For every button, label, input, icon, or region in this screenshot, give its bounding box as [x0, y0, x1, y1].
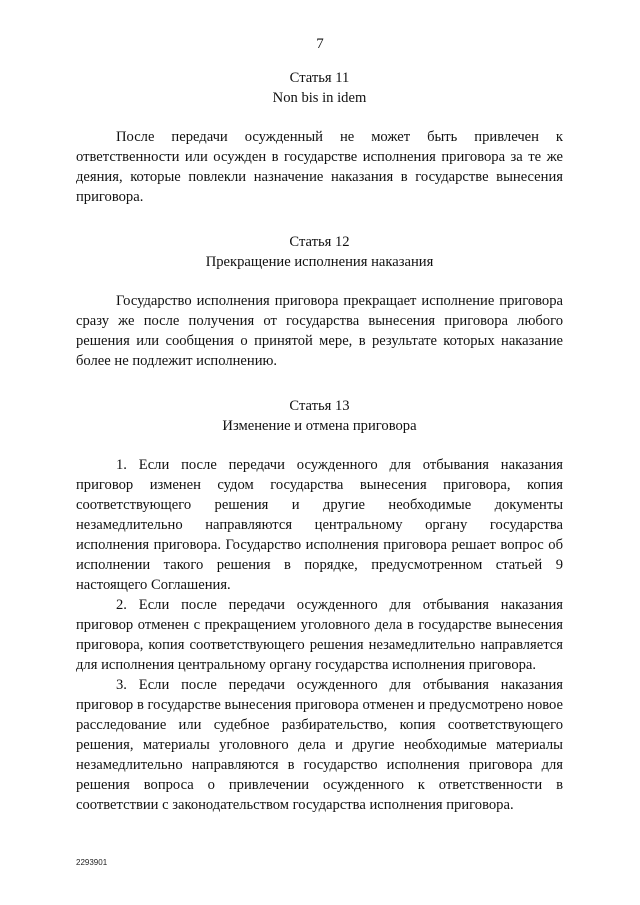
article-paragraph: 1. Если после передачи осужденного для отбывания наказания приговор изменен судом государства вынесения приговора, копия соответствующего решения и другие необходимые документы незамедлительно направляются центральному органу государства исполнения приговора. Государство исполнения приговора решает вопрос об исполнении такого решения в порядке, предусмотренном статьей 9 настоящего Соглашения.	[76, 457, 563, 593]
article-title: Прекращение исполнения наказания	[205, 254, 434, 270]
article-number: Статья 12	[289, 234, 350, 250]
document-code: 2293901	[76, 858, 108, 867]
article-11	[76, 68, 563, 207]
article-heading	[76, 232, 563, 272]
article-12	[76, 232, 563, 371]
page-number: 7	[316, 36, 324, 52]
article-title: Изменение и отмена приговора	[222, 418, 417, 434]
article-heading	[76, 396, 563, 436]
article-paragraph: После передачи осужденный не может быть привлечен к ответственности или осужден в государстве исполнения приговора за те же деяния, которые повлекли назначение наказания в государстве вынесения приговора.	[76, 129, 563, 205]
article-13	[76, 396, 563, 815]
article-title: Non bis in idem	[272, 90, 367, 106]
article-number: Статья 13	[289, 398, 350, 414]
article-paragraph: 2. Если после передачи осужденного для отбывания наказания приговор отменен с прекращением уголовного дела в государстве вынесения приговора, копия соответствующего решения незамедлительно направляется для исполнения центральному органу государства исполнения приговора.	[76, 597, 563, 673]
article-heading	[76, 68, 563, 108]
document-body	[76, 68, 563, 815]
article-paragraph: Государство исполнения приговора прекращает исполнение приговора сразу же после получения от государства вынесения приговора любого решения или сообщения о принятой мере, в результате которых наказание более не подлежит исполнению.	[76, 293, 563, 369]
article-paragraph: 3. Если после передачи осужденного для отбывания наказания приговор в государстве вынесения приговора отменен и предусмотрено новое расследование или судебное разбирательство, копия соответствующего решения, материалы уголовного дела и другие необходимые материалы незамедлительно направляются в государство исполнения приговора для решения вопроса о привлечении осужденного к ответственности в соответствии с законодательством государства исполнения приговора.	[76, 677, 563, 813]
article-number: Статья 11	[289, 70, 350, 86]
